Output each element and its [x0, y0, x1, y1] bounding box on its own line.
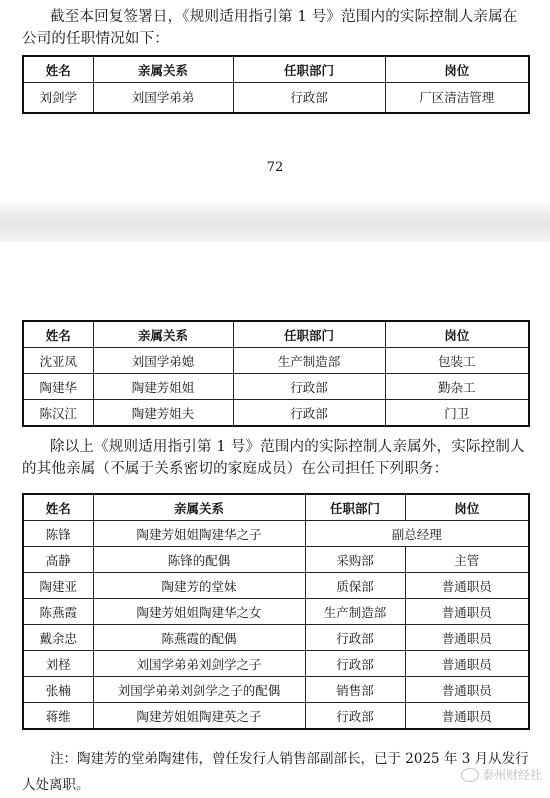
cell-department: 销售部 [305, 677, 405, 703]
table-row [23, 599, 529, 625]
cell-name: 陶建华 [23, 374, 93, 400]
cell-name: 沈亚凤 [23, 348, 93, 374]
table-row [23, 625, 529, 651]
cell-department-position-merged: 副总经理 [305, 521, 529, 547]
other-relatives-table [22, 493, 530, 730]
relatives-table-top [22, 55, 530, 114]
cell-position: 包装工 [385, 348, 529, 374]
cell-position: 普通职员 [405, 703, 529, 730]
cell-department: 行政部 [233, 374, 385, 400]
header-position: 岗位 [405, 494, 529, 521]
table-row [23, 348, 529, 374]
watermark-text: 泰州财经社 [481, 768, 542, 782]
cell-name: 陈锋 [23, 521, 93, 547]
page-separator [0, 200, 550, 242]
top-page [0, 0, 550, 200]
header-department: 任职部门 [233, 321, 385, 348]
table-row [23, 547, 529, 573]
header-relation: 亲属关系 [93, 56, 233, 83]
header-name: 姓名 [23, 321, 93, 348]
cell-department: 采购部 [305, 547, 405, 573]
cell-department: 行政部 [233, 83, 385, 113]
watermark [461, 766, 542, 783]
cell-position: 厂区清洁管理 [385, 83, 529, 113]
cell-department: 行政部 [305, 651, 405, 677]
cell-name: 陈燕霞 [23, 599, 93, 625]
cell-department: 行政部 [233, 400, 385, 427]
intro-paragraph: 截至本回复签署日，《规则适用指引第 1 号》范围内的实际控制人亲属在公司的任职情况如下： [22, 9, 518, 47]
cell-relation: 陶建芳姐夫 [93, 400, 233, 427]
header-relation: 亲属关系 [93, 321, 233, 348]
cell-position: 勤杂工 [385, 374, 529, 400]
cell-position: 普通职员 [405, 599, 529, 625]
table-header-row [23, 494, 529, 521]
cell-position: 普通职员 [405, 677, 529, 703]
cell-relation: 陶建芳姐姐陶建华之子 [93, 521, 305, 547]
header-department: 任职部门 [305, 494, 405, 521]
bottom-page [0, 242, 550, 793]
cell-department: 生产制造部 [233, 348, 385, 374]
cell-position: 主管 [405, 547, 529, 573]
cell-relation: 陶建芳姐姐陶建华之女 [93, 599, 305, 625]
table-row [23, 651, 529, 677]
header-name: 姓名 [23, 56, 93, 83]
cell-department: 质保部 [305, 573, 405, 599]
cell-department: 行政部 [305, 625, 405, 651]
table-row [23, 521, 529, 547]
cell-department: 行政部 [305, 703, 405, 730]
cell-name: 陈汉江 [23, 400, 93, 427]
table-row [23, 677, 529, 703]
cell-relation: 刘国学弟媳 [93, 348, 233, 374]
cell-name: 蒋维 [23, 703, 93, 730]
cell-position: 普通职员 [405, 573, 529, 599]
cell-position: 门卫 [385, 400, 529, 427]
table-row [23, 83, 529, 113]
cell-relation: 刘国学弟弟刘剑学之子 [93, 651, 305, 677]
header-relation: 亲属关系 [93, 494, 305, 521]
cell-name: 陶建亚 [23, 573, 93, 599]
cell-name: 刘剑学 [23, 83, 93, 113]
cell-relation: 刘国学弟弟 [93, 83, 233, 113]
cell-name: 高静 [23, 547, 93, 573]
cell-name: 张楠 [23, 677, 93, 703]
weibo-logo-icon [461, 768, 479, 782]
cell-name: 戴余忠 [23, 625, 93, 651]
table-row [23, 400, 529, 427]
page-number: 72 [266, 160, 284, 175]
table-row [23, 703, 529, 730]
cell-department: 生产制造部 [305, 599, 405, 625]
header-position: 岗位 [385, 56, 529, 83]
cell-relation: 陶建芳姐姐 [93, 374, 233, 400]
other-relatives-paragraph: 除以上《规则适用指引第 1 号》范围内的实际控制人亲属外，实际控制人的其他亲属（不属于关系密切的家庭成员）在公司担任下列职务： [22, 439, 525, 477]
cell-relation: 陈锋的配偶 [93, 547, 305, 573]
table-row [23, 573, 529, 599]
table-header-row [23, 321, 529, 348]
cell-relation: 陶建芳的堂妹 [93, 573, 305, 599]
table-row [23, 374, 529, 400]
cell-name: 刘柽 [23, 651, 93, 677]
cell-position: 普通职员 [405, 651, 529, 677]
cell-relation: 陶建芳姐姐陶建英之子 [93, 703, 305, 730]
cell-relation: 刘国学弟弟刘剑学之子的配偶 [93, 677, 305, 703]
header-department: 任职部门 [233, 56, 385, 83]
table-header-row [23, 56, 529, 83]
cell-position: 普通职员 [405, 625, 529, 651]
relatives-table-continued [22, 320, 530, 427]
header-position: 岗位 [385, 321, 529, 348]
footnote: 注：陶建芳的堂弟陶建伟，曾任发行人销售部副部长，已于 2025 年 3 月从发行人处离职。 [22, 750, 529, 793]
cell-relation: 陈燕霞的配偶 [93, 625, 305, 651]
header-name: 姓名 [23, 494, 93, 521]
